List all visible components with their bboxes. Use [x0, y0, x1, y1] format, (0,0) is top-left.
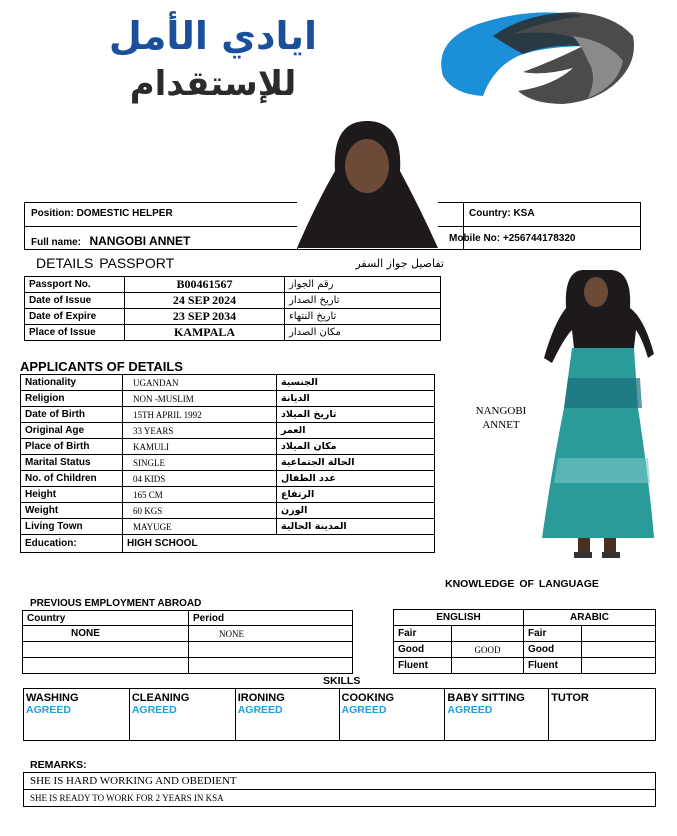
- employment-period-header: Period: [189, 611, 353, 626]
- english-header: ENGLISH: [394, 610, 524, 626]
- skill-name: IRONING: [237, 692, 285, 704]
- table-row: [21, 535, 435, 553]
- skill-name: WASHING: [26, 692, 79, 704]
- applicant-value: UGANDAN: [123, 375, 277, 391]
- applicant-label-arabic: مكان الميلاد: [277, 439, 435, 455]
- table-row: [21, 455, 435, 471]
- skill-cell: [235, 689, 339, 741]
- applicant-label-arabic: عدد الطفال: [277, 471, 435, 487]
- passport-label-arabic: رقم الجواز: [285, 277, 441, 293]
- applicant-value: 33 YEARS: [123, 423, 277, 439]
- applicant-label-arabic: الوزن: [277, 503, 435, 519]
- level-fair-ar: Fair: [524, 626, 582, 642]
- passport-label-arabic: مكان الصدار: [285, 325, 441, 341]
- applicant-label: Height: [21, 487, 123, 503]
- table-row: [24, 689, 656, 741]
- table-row: [21, 423, 435, 439]
- table-row: [21, 519, 435, 535]
- applicant-label: Date of Birth: [21, 407, 123, 423]
- company-logo: [28, 6, 653, 106]
- skill-cell: [339, 689, 445, 741]
- applicant-label-arabic: الحالة الجتماعية: [277, 455, 435, 471]
- passport-title: DETAILS PASSPORT: [36, 255, 175, 271]
- logo-arabic-line1: ايادي الأمل: [108, 14, 318, 58]
- applicant-label-arabic: الرتفاع: [277, 487, 435, 503]
- applicant-value: 15TH APRIL 1992: [123, 407, 277, 423]
- remarks-line2: SHE IS READY TO WORK FOR 2 YEARS IN KSA: [24, 790, 656, 807]
- applicant-label: Religion: [21, 391, 123, 407]
- passport-label: Date of Expire: [25, 309, 125, 325]
- employment-period-value: NONE: [189, 626, 353, 642]
- skill-status: AGREED: [341, 704, 387, 716]
- skill-name: COOKING: [341, 692, 395, 704]
- applicant-label-arabic: المدينة الحالية: [277, 519, 435, 535]
- applicant-label: Place of Birth: [21, 439, 123, 455]
- education-value: HIGH SCHOOL: [123, 535, 435, 553]
- applicant-label: Marital Status: [21, 455, 123, 471]
- applicant-value: SINGLE: [123, 455, 277, 471]
- applicant-table: [20, 374, 435, 553]
- logo-arabic-line2: للإستقدام: [129, 64, 297, 104]
- skill-status: AGREED: [447, 704, 493, 716]
- applicant-label-arabic: الديانة: [277, 391, 435, 407]
- skill-cell: [549, 689, 656, 741]
- table-row: [21, 375, 435, 391]
- applicant-value: MAYUGE: [123, 519, 277, 535]
- table-row: [21, 487, 435, 503]
- skills-title: SKILLS: [323, 675, 361, 687]
- skill-status: AGREED: [26, 704, 71, 716]
- remarks-line1: SHE IS HARD WORKING AND OBEDIENT: [24, 773, 656, 790]
- hands-logo-icon: [423, 6, 653, 106]
- employment-table: [22, 610, 353, 674]
- applicant-value: NON -MUSLIM: [123, 391, 277, 407]
- skill-name: BABY SITTING: [447, 692, 525, 704]
- applicant-title: APPLICANTS OF DETAILS: [20, 359, 183, 374]
- table-row: [394, 642, 656, 658]
- level-fluent: Fluent: [394, 658, 452, 674]
- skill-status: AGREED: [131, 704, 177, 716]
- employment-title: PREVIOUS EMPLOYMENT ABROAD: [30, 598, 202, 609]
- skill-cell: [445, 689, 549, 741]
- skill-name: CLEANING: [131, 692, 190, 704]
- applicant-value: 165 CM: [123, 487, 277, 503]
- applicant-label: Nationality: [21, 375, 123, 391]
- fullname-label: Full name:: [31, 237, 82, 248]
- applicant-value: 04 KIDS: [123, 471, 277, 487]
- passport-value: 23 SEP 2034: [125, 309, 285, 325]
- english-value: GOOD: [452, 642, 524, 658]
- country-label: Country:: [469, 208, 511, 219]
- remarks-table: [23, 772, 656, 807]
- applicant-value: 60 KGS: [123, 503, 277, 519]
- table-row: [21, 391, 435, 407]
- passport-title-arabic: تفاصيل جواز السفر: [355, 257, 444, 270]
- employment-country-header: Country: [23, 611, 189, 626]
- passport-label: Date of Issue: [25, 293, 125, 309]
- skill-status: AGREED: [237, 704, 283, 716]
- passport-value: KAMPALA: [125, 325, 285, 341]
- table-row: [24, 773, 656, 790]
- applicant-label-arabic: العمر: [277, 423, 435, 439]
- position-label: Position:: [31, 208, 74, 219]
- table-row: [23, 658, 353, 674]
- level-fair: Fair: [394, 626, 452, 642]
- passport-value: 24 SEP 2024: [125, 293, 285, 309]
- table-row: [21, 503, 435, 519]
- skill-name: TUTOR: [551, 692, 589, 704]
- table-row: [23, 611, 353, 626]
- photo-name-label: [465, 404, 537, 432]
- table-row: [21, 407, 435, 423]
- level-fluent-ar: Fluent: [524, 658, 582, 674]
- photo-name-line2: ANNET: [482, 419, 520, 431]
- passport-label: Passport No.: [25, 277, 125, 293]
- language-title: KNOWLEDGE OF LANGUAGE: [445, 578, 599, 590]
- employment-country-value: NONE: [23, 626, 189, 642]
- table-row: [394, 626, 656, 642]
- table-row: [25, 277, 441, 293]
- applicant-label: No. of Children: [21, 471, 123, 487]
- skill-cell: [24, 689, 130, 741]
- language-table: [393, 609, 656, 674]
- remarks-title: REMARKS:: [30, 759, 87, 771]
- applicant-label-arabic: الجنسية: [277, 375, 435, 391]
- applicant-value: KAMULI: [123, 439, 277, 455]
- mobile-value: +256744178320: [502, 233, 576, 244]
- mobile-field: [449, 233, 575, 244]
- level-good-ar: Good: [524, 642, 582, 658]
- fullname-field: [31, 232, 190, 250]
- table-row: [21, 471, 435, 487]
- table-row: [394, 610, 656, 626]
- passport-label-arabic: تاريخ النتهاء: [285, 309, 441, 325]
- fullname-value: NANGOBI ANNET: [89, 234, 191, 248]
- arabic-header: ARABIC: [524, 610, 656, 626]
- full-body-photo: [534, 268, 654, 560]
- skills-table: [23, 688, 656, 741]
- level-good: Good: [394, 642, 452, 658]
- country-field: [469, 208, 535, 219]
- applicant-label-arabic: تاريخ الميلاد: [277, 407, 435, 423]
- applicant-label: Original Age: [21, 423, 123, 439]
- skill-cell: [129, 689, 235, 741]
- table-row: [24, 790, 656, 807]
- table-row: [25, 325, 441, 341]
- headshot-photo: [297, 116, 438, 248]
- applicant-label: Weight: [21, 503, 123, 519]
- passport-label-arabic: تاريخ الصدار: [285, 293, 441, 309]
- table-row: [21, 439, 435, 455]
- country-value: KSA: [513, 208, 535, 219]
- position-field: [31, 208, 173, 219]
- photo-name-line1: NANGOBI: [475, 405, 527, 417]
- passport-table: [24, 276, 441, 341]
- table-row: [394, 658, 656, 674]
- table-row: [23, 642, 353, 658]
- applicant-label: Living Town: [21, 519, 123, 535]
- table-row: [25, 293, 441, 309]
- table-row: [25, 309, 441, 325]
- education-label: Education:: [21, 535, 123, 553]
- table-row: [23, 626, 353, 642]
- position-value: DOMESTIC HELPER: [76, 208, 173, 219]
- passport-value: B00461567: [125, 277, 285, 293]
- mobile-label: Mobile No:: [449, 233, 501, 244]
- passport-label: Place of Issue: [25, 325, 125, 341]
